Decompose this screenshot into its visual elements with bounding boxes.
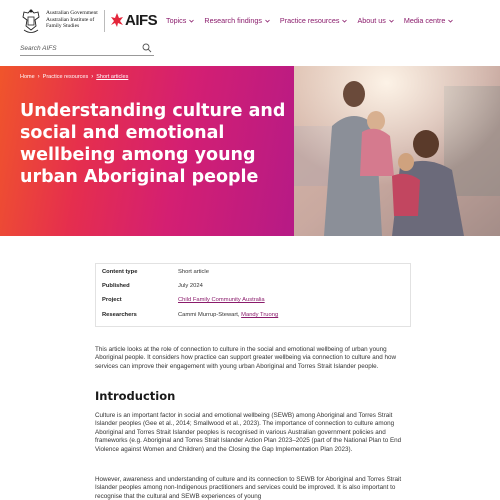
search-icon[interactable]: [142, 43, 152, 53]
hero-banner: [0, 66, 500, 236]
chevron-down-icon: [265, 19, 270, 23]
meta-row-project: [102, 297, 402, 305]
meta-value: July 2024: [178, 283, 203, 289]
nav-about-us[interactable]: [357, 16, 393, 25]
body-paragraph: However, awareness and understanding of culture and its connection to SEWB for Aboriginal and Torres Strait Islander peoples among non-Indigenous practitioners and services could be improved. It is also important to recognise that the cultural and SEWB experiences of young: [95, 476, 402, 500]
breadcrumb-short-articles[interactable]: Short articles: [96, 74, 129, 80]
meta-value: Short article: [178, 269, 209, 275]
nav-label: Media centre: [403, 16, 446, 25]
chevron-right-icon: ›: [91, 74, 94, 80]
article-meta-table: [95, 263, 411, 327]
nav-label: Topics: [166, 16, 187, 25]
gov-logo-text: Australian Government Australian Institute of Family Studies: [46, 10, 98, 30]
meta-row-researchers: [102, 312, 402, 320]
chevron-down-icon: [342, 19, 347, 23]
chevron-down-icon: [189, 19, 194, 23]
chevron-down-icon: [448, 19, 453, 23]
logo-divider: [104, 10, 105, 32]
search-input[interactable]: [20, 43, 138, 54]
nav-label: Practice resources: [279, 16, 340, 25]
breadcrumb: [20, 74, 128, 80]
meta-key: Published: [102, 283, 130, 289]
chevron-right-icon: ›: [37, 74, 40, 80]
meta-key: Project: [102, 297, 122, 303]
nav-topics[interactable]: [166, 16, 194, 25]
aifs-star-icon: [110, 12, 124, 28]
researcher-name: Cammi Murrup-Stewart,: [178, 312, 242, 318]
australian-government-logo[interactable]: [20, 8, 106, 38]
aifs-logo[interactable]: [110, 10, 157, 30]
meta-key: Researchers: [102, 312, 137, 318]
chevron-down-icon: [389, 19, 394, 23]
meta-row-content-type: [102, 269, 402, 277]
page-title: Understanding culture and social and emotional wellbeing among young urban Aboriginal people: [20, 101, 286, 187]
aifs-wordmark: AIFS: [125, 11, 158, 29]
meta-value: [178, 297, 265, 303]
nav-practice-resources[interactable]: [280, 16, 348, 25]
intro-paragraph: This article looks at the role of connection to culture in the social and emotional wellbeing of urban young Aboriginal people. It considers how practice can support greater wellbeing via connection to culture and how services can improve their engagement with young urban Aboriginal and Torres Strait Islander people.: [95, 346, 397, 370]
breadcrumb-practice-resources[interactable]: Practice resources: [42, 74, 89, 80]
body-paragraph: Culture is an important factor in social and emotional wellbeing (SEWB) among Aboriginal and Torres Strait Islander peoples (Gee et al., 2014; Smallwood et al., 2023). The importance of connection to culture among Aboriginal and Torres Strait Islander peoples is recognised in various Australian government policies and frameworks (e.g. Aboriginal and Torres Strait Islander Action Plan 2023–2025 (part of the National Plan to End Violence against Women and Children) and the Closing the Gap Implementation Plan 2023).: [95, 412, 402, 453]
meta-value: [178, 312, 278, 318]
family-photo: [294, 66, 500, 236]
search-bar: [20, 42, 154, 56]
nav-media-centre[interactable]: [404, 16, 454, 25]
site-header: [0, 0, 500, 66]
nav-research-findings[interactable]: [204, 16, 270, 25]
coat-of-arms-icon: [20, 8, 42, 36]
nav-label: About us: [357, 16, 386, 25]
nav-label: Research findings: [204, 16, 262, 25]
researcher-link[interactable]: Mandy Truong: [241, 312, 279, 318]
meta-row-published: [102, 283, 402, 291]
main-nav: [166, 16, 463, 25]
project-link[interactable]: Child Family Community Australia: [178, 297, 265, 303]
breadcrumb-home[interactable]: Home: [20, 74, 35, 80]
section-heading-introduction: Introduction: [95, 389, 176, 403]
meta-key: Content type: [102, 269, 138, 275]
